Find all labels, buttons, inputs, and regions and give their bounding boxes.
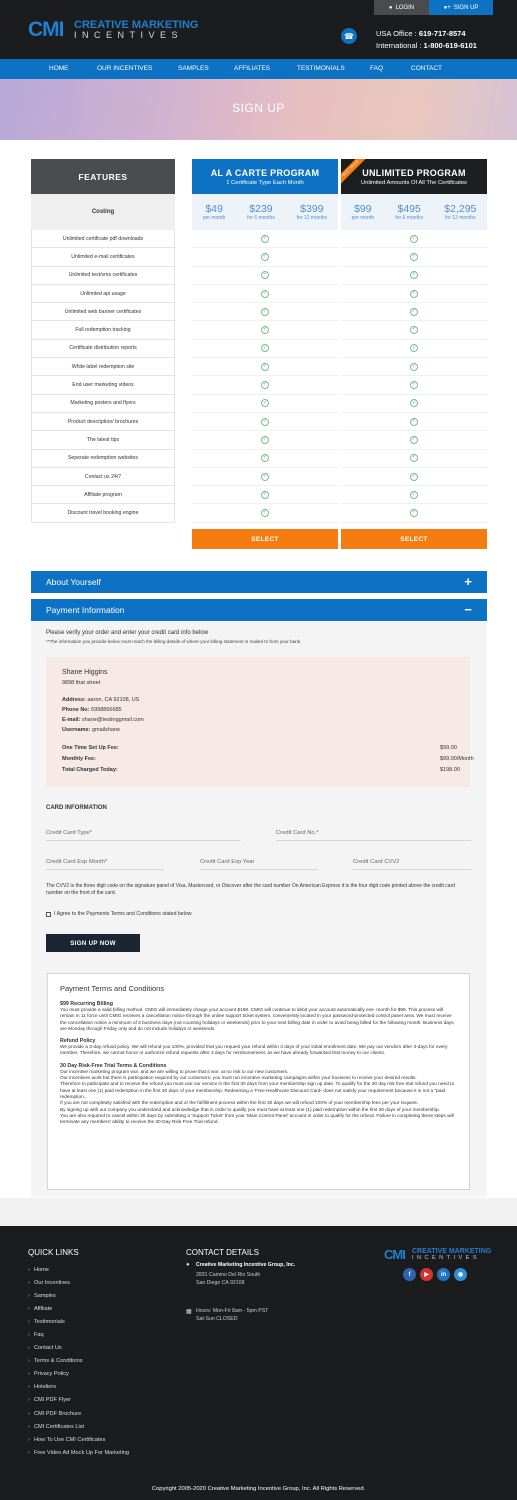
exp-year-select[interactable]: Credit Card Exp Year bbox=[200, 859, 318, 870]
plan-subtitle: Unlimited Amounts Of All The Certificates bbox=[361, 180, 467, 186]
check-row bbox=[192, 285, 338, 303]
check-circle-icon: ✓ bbox=[411, 234, 417, 241]
terms-paragraph: Therefore to participate and to receive the refund you must use our service in the first 30 days from your membership sign up date. To qualify for the 30 day risk free trial refund you need to have at least one (1) paid redemption in the first 30 days of your membership. Redeeming a 'Free Healthcare Discount Card- does not satisfy your requirement because it is not a "paid redemption... bbox=[60, 1082, 455, 1100]
terms-paragraph: Our incentive marketing program wor. and we are willing to prove that it wor. at no risk to our new customers. bbox=[60, 1069, 289, 1075]
check-circle-icon: ✓ bbox=[262, 308, 268, 315]
login-button[interactable] bbox=[374, 0, 429, 15]
check-circle-icon: ✓ bbox=[411, 472, 417, 479]
check-row bbox=[341, 230, 487, 248]
feature-row: Affiliate program bbox=[31, 486, 175, 504]
quick-link[interactable] bbox=[28, 1394, 129, 1407]
feature-row: The latest tips bbox=[31, 431, 175, 449]
terms-box[interactable] bbox=[47, 973, 470, 1190]
price-option bbox=[203, 203, 226, 221]
price-value: $2,295 bbox=[444, 203, 477, 215]
check-circle-icon: ✓ bbox=[262, 234, 268, 241]
cvv-input[interactable]: Credit Card CVV2 bbox=[353, 859, 471, 870]
quick-link-label: Privacy Policy bbox=[34, 1371, 69, 1378]
price-value: $495 bbox=[397, 203, 421, 215]
footer-gap bbox=[0, 1198, 517, 1226]
quick-link[interactable] bbox=[28, 1289, 129, 1302]
feature-row: Discount travel booking engine bbox=[31, 504, 175, 522]
hours-line-1: Hours: Mon-Fri 8am - 5pm PST bbox=[196, 1308, 269, 1314]
chevron-right-icon: › bbox=[28, 1292, 30, 1299]
check-row bbox=[341, 303, 487, 321]
usa-label: USA Office : bbox=[376, 29, 417, 38]
chevron-right-icon: › bbox=[28, 1423, 30, 1430]
plan-header bbox=[192, 159, 338, 194]
plan-checks bbox=[192, 230, 338, 523]
price-option bbox=[297, 203, 328, 221]
features-column bbox=[31, 159, 175, 523]
check-row bbox=[341, 358, 487, 376]
address-value: aaron, CA 92108, US bbox=[87, 697, 140, 703]
check-circle-icon: ✓ bbox=[411, 399, 417, 406]
quick-link[interactable] bbox=[28, 1302, 129, 1315]
company-address bbox=[196, 1272, 260, 1287]
quick-link[interactable] bbox=[28, 1407, 129, 1420]
check-row bbox=[192, 486, 338, 504]
feature-row: Full redemption tracking bbox=[31, 321, 175, 339]
check-row bbox=[341, 395, 487, 413]
footer-logo[interactable] bbox=[384, 1248, 490, 1262]
accordion-title: About Yourself bbox=[46, 577, 101, 587]
quick-link-label: Testimonials bbox=[34, 1318, 65, 1325]
quick-link-label: Samples bbox=[34, 1292, 56, 1299]
sign-up-now-button[interactable]: SIGN UP NOW bbox=[46, 934, 140, 952]
total-label: Total Charged Today: bbox=[62, 767, 118, 773]
intl-phone[interactable]: 1-800-619-6101 bbox=[423, 41, 477, 50]
feature-row: Unlimited text/sms certificates bbox=[31, 267, 175, 285]
price-unit: for 6 months bbox=[247, 215, 275, 221]
copyright: Copyright 2005-2020 Creative Marketing Incentive Group, Inc. All Rights Reserved. bbox=[0, 1478, 517, 1500]
email-value: shane@testinggmail.com bbox=[81, 717, 144, 723]
site-logo[interactable] bbox=[28, 19, 228, 41]
feature-row: Unlimited api usage bbox=[31, 285, 175, 303]
price-value: $49 bbox=[205, 203, 223, 215]
signup-label: SIGN UP bbox=[453, 4, 479, 11]
agree-terms[interactable] bbox=[46, 911, 191, 917]
check-circle-icon: ✓ bbox=[262, 344, 268, 351]
feature-row: End user marketing videos bbox=[31, 376, 175, 394]
check-circle-icon: ✓ bbox=[262, 472, 268, 479]
check-row bbox=[341, 321, 487, 339]
terms-title: Payment Terms and Conditions bbox=[60, 984, 165, 993]
plan-name: UNLIMITED PROGRAM bbox=[362, 168, 466, 178]
accordion-title: Payment Information bbox=[46, 605, 125, 615]
chevron-right-icon: › bbox=[28, 1397, 30, 1404]
chevron-right-icon: › bbox=[28, 1436, 30, 1443]
user-plus-icon: ●+ bbox=[443, 4, 451, 11]
youtube-icon[interactable]: ▶ bbox=[420, 1268, 433, 1281]
setup-fee-label: One Time Set Up Fee: bbox=[62, 745, 119, 751]
map-pin-icon: ● bbox=[186, 1262, 190, 1268]
check-row bbox=[192, 395, 338, 413]
check-row bbox=[341, 267, 487, 285]
username-value: gmailshane bbox=[91, 727, 121, 733]
plan-checks bbox=[341, 230, 487, 523]
hours-line-2: Sat-Sun CLOSED bbox=[196, 1315, 238, 1322]
address-label: Address: bbox=[62, 697, 86, 703]
feature-row: Unlimited e-mail certificates bbox=[31, 248, 175, 266]
plus-icon[interactable]: + bbox=[464, 574, 472, 589]
phone-icon: ☎ bbox=[341, 28, 357, 44]
quick-links-list bbox=[28, 1263, 129, 1459]
address-line-1: 2831 Camino Del Rio South bbox=[196, 1272, 261, 1278]
chevron-right-icon: › bbox=[28, 1332, 30, 1339]
check-row bbox=[341, 450, 487, 468]
contact-details-title: CONTACT DETAILS bbox=[186, 1248, 259, 1257]
nav-affiliates[interactable]: AFFILIATES bbox=[234, 65, 270, 72]
check-row bbox=[192, 230, 338, 248]
price-value: $99 bbox=[354, 203, 372, 215]
price-unit: per month bbox=[351, 215, 375, 221]
check-row bbox=[341, 285, 487, 303]
chevron-right-icon: › bbox=[28, 1305, 30, 1312]
feature-row: Contact us 24/7 bbox=[31, 468, 175, 486]
quick-link[interactable] bbox=[28, 1381, 129, 1394]
check-row bbox=[341, 340, 487, 358]
check-row bbox=[192, 340, 338, 358]
address-line bbox=[62, 697, 139, 703]
quick-link[interactable] bbox=[28, 1276, 129, 1289]
price-unit: for 12 months bbox=[445, 215, 476, 221]
price-unit: per month bbox=[202, 215, 226, 221]
feature-row: Certificate distribution reports bbox=[31, 340, 175, 358]
total-value: $198.00 bbox=[440, 767, 460, 773]
agree-label: I Agree to the Payments Terms and Conditions stated below bbox=[54, 911, 192, 917]
customer-street: 9898 that street bbox=[62, 680, 101, 686]
terms-section-title: $99 Recurring Billing bbox=[60, 1001, 113, 1007]
plan-prices bbox=[192, 194, 338, 230]
quick-link-label: CMI PDF Flyer bbox=[34, 1397, 71, 1404]
quick-link[interactable] bbox=[28, 1342, 129, 1355]
check-circle-icon: ✓ bbox=[411, 509, 417, 516]
quick-link-label: Home bbox=[34, 1266, 49, 1273]
check-circle-icon: ✓ bbox=[262, 362, 268, 369]
calendar-icon: ▦ bbox=[186, 1309, 192, 1315]
check-circle-icon: ✓ bbox=[411, 308, 417, 315]
payment-note: **The information you provide below must match the billing details of where your billing statement is mailed to from your bank. bbox=[46, 639, 302, 644]
quick-link-label: Our Incentives bbox=[34, 1279, 71, 1286]
check-circle-icon: ✓ bbox=[411, 362, 417, 369]
check-circle-icon: ✓ bbox=[262, 381, 268, 388]
check-circle-icon: ✓ bbox=[262, 509, 268, 516]
facebook-icon[interactable]: f bbox=[403, 1268, 416, 1281]
chevron-right-icon: › bbox=[28, 1266, 30, 1273]
logo-line2: INCENTIVES bbox=[74, 30, 184, 40]
check-row bbox=[192, 321, 338, 339]
quick-link-label: How To Use CMI Certificates bbox=[34, 1436, 106, 1443]
feature-row: Unlimited certificate pdf downloads bbox=[31, 230, 175, 248]
plan-alacarte bbox=[192, 159, 338, 523]
check-row bbox=[192, 358, 338, 376]
setup-fee-value: $99.00 bbox=[440, 745, 457, 751]
card-number-input[interactable]: Credit Card No.* bbox=[276, 830, 471, 841]
quick-link[interactable] bbox=[28, 1263, 129, 1276]
check-row bbox=[341, 468, 487, 486]
check-circle-icon: ✓ bbox=[262, 253, 268, 260]
select-unlimited-button[interactable]: SELECT bbox=[341, 529, 487, 549]
quick-link[interactable] bbox=[28, 1446, 129, 1459]
plan-unlimited bbox=[341, 159, 487, 523]
check-circle-icon: ✓ bbox=[411, 326, 417, 333]
check-circle-icon: ✓ bbox=[411, 436, 417, 443]
user-icon: ● bbox=[388, 4, 393, 11]
terms-section-title: 30 Day Risk-Free Trial Terms & Conditions bbox=[60, 1062, 167, 1069]
about-yourself-accordion[interactable] bbox=[31, 571, 487, 593]
login-label: LOGIN bbox=[395, 4, 415, 11]
features-header: FEATURES bbox=[31, 159, 175, 194]
nav-our-incentives[interactable]: OUR INCENTIVES bbox=[97, 65, 153, 72]
footer-logo-mark: CMI bbox=[384, 1247, 405, 1262]
top-header bbox=[0, 0, 517, 59]
best-value-ribbon: BEST VALUE bbox=[341, 159, 368, 185]
order-summary bbox=[46, 657, 474, 787]
quick-link[interactable] bbox=[28, 1420, 129, 1433]
agree-checkbox[interactable] bbox=[46, 912, 51, 917]
chevron-right-icon: › bbox=[28, 1358, 30, 1365]
check-row bbox=[192, 413, 338, 431]
costing-label: Costing bbox=[31, 194, 175, 230]
chevron-right-icon: › bbox=[28, 1410, 30, 1417]
check-row bbox=[341, 431, 487, 449]
feature-row: Seperate redemption websites bbox=[31, 450, 175, 468]
account-tabs bbox=[374, 0, 493, 15]
card-info-heading: CARD INFORMATION bbox=[46, 805, 107, 811]
chevron-right-icon: › bbox=[28, 1371, 30, 1378]
exp-month-select[interactable]: Credit Card Exp Month* bbox=[46, 859, 164, 870]
nav-testimonials[interactable]: TESTIMONIALS bbox=[297, 65, 345, 72]
terms-paragraph: We provide a 3-day refund policy. We will refund you 100%, provided that you request your refund within 3 days of your initial enrollment date. We pay our vendors after 3-days for every member. Therefore, we cannot honor or authorize refund requests after 3 days for reimbursement, as we have already forwarded that money to our clients. bbox=[60, 1045, 448, 1057]
chevron-right-icon: › bbox=[28, 1384, 30, 1391]
check-row bbox=[192, 431, 338, 449]
phone-value: 6998866685 bbox=[91, 707, 122, 713]
chevron-right-icon: › bbox=[28, 1449, 30, 1456]
check-row bbox=[341, 504, 487, 522]
price-unit: for 12 months bbox=[296, 215, 328, 221]
payment-intro: Please verify your order and enter your credit card info below bbox=[46, 630, 209, 636]
header-contact bbox=[376, 28, 477, 52]
hero-banner bbox=[0, 79, 517, 140]
quick-link-label: Faq bbox=[34, 1332, 44, 1339]
monthly-fee-label: Monthly Fee: bbox=[62, 756, 96, 762]
quick-link[interactable] bbox=[28, 1433, 129, 1446]
instagram-icon[interactable]: ◉ bbox=[454, 1268, 467, 1281]
quick-link-label: Terms & Conditions bbox=[34, 1358, 83, 1365]
quick-link-label: Contact Us bbox=[34, 1345, 62, 1352]
nav-contact[interactable]: CONTACT bbox=[411, 65, 442, 72]
quick-link-label: Affiliate bbox=[34, 1305, 53, 1312]
price-unit: for 6 months bbox=[395, 215, 424, 221]
check-circle-icon: ✓ bbox=[262, 326, 268, 333]
plan-name: AL A CARTE PROGRAM bbox=[210, 168, 320, 178]
terms-paragraph: Our incentives work but there is participation required by our customers; you must run incentive marketing campaigns within your business to receive your desired results. bbox=[60, 1076, 417, 1082]
phone-line bbox=[62, 707, 122, 713]
check-row bbox=[192, 248, 338, 266]
intl-label: International : bbox=[376, 41, 422, 50]
signup-button[interactable] bbox=[429, 0, 493, 15]
terms-paragraph: If you are not completely satisfied with the redemption and or the fulfillment process within the first 30 days we will refund 100% of your membership fees per your request. bbox=[60, 1101, 419, 1107]
quick-links-title: QUICK LINKS bbox=[28, 1248, 79, 1257]
price-option bbox=[247, 203, 275, 221]
check-row bbox=[192, 267, 338, 285]
check-row bbox=[192, 376, 338, 394]
plan-prices bbox=[341, 194, 487, 230]
chevron-right-icon: › bbox=[28, 1318, 30, 1325]
footer-logo-line2: INCENTIVES bbox=[412, 1255, 481, 1261]
nav-home[interactable]: HOME bbox=[49, 65, 69, 72]
page-title: SIGN UP bbox=[232, 101, 285, 115]
terms-section-title: Refund Policy bbox=[60, 1038, 96, 1045]
check-circle-icon: ✓ bbox=[262, 491, 268, 498]
select-alacarte-button[interactable]: SELECT bbox=[192, 529, 338, 549]
monthly-fee-value: $99.00/Month bbox=[440, 756, 474, 762]
check-circle-icon: ✓ bbox=[411, 289, 417, 296]
check-circle-icon: ✓ bbox=[411, 491, 417, 498]
check-circle-icon: ✓ bbox=[411, 253, 417, 260]
cvv-note: The CVV2 is the three digit code on the signature panel of Visa, Mastercard, or Discover after the card number On American Express it is the four digit code printed above the credit card number on the front of the card. bbox=[46, 883, 456, 896]
quick-link-label: Free Video Ad Mock Up For Marketing bbox=[34, 1449, 130, 1456]
price-option bbox=[395, 203, 423, 221]
main-nav bbox=[0, 59, 517, 79]
usa-phone[interactable]: 619-717-8574 bbox=[418, 29, 466, 38]
check-circle-icon: ✓ bbox=[262, 271, 268, 278]
quick-link-label: Hoteliers bbox=[34, 1384, 57, 1391]
terms-paragraph: You must provide a valid billing method. CMIG will immediately charge your account $198. CMIG will continue to debit your account automatically eve. month for $99. This process will remain in 11 force until CMIG receives a cancellation notice through the online support ticket system, conveniently located in your password-protected control panel area. We must receive the cancellation notice a minimum of 3 business days (not counting holidays or weekends) prior to your next billing date in order to avoid being billed for the following month. Business days are Monday through Friday only and do not include holidays or weekends. bbox=[60, 1008, 454, 1032]
plan-header bbox=[341, 159, 487, 194]
chevron-right-icon: › bbox=[28, 1345, 30, 1352]
price-option bbox=[352, 203, 375, 221]
logo-mark: CMI bbox=[28, 18, 64, 41]
check-row bbox=[192, 450, 338, 468]
check-row bbox=[341, 486, 487, 504]
quick-link[interactable] bbox=[28, 1328, 129, 1341]
quick-link[interactable] bbox=[28, 1368, 129, 1381]
nav-faq[interactable]: FAQ bbox=[370, 65, 384, 72]
check-circle-icon: ✓ bbox=[262, 289, 268, 296]
plan-subtitle: 1 Certificate Type Each Month bbox=[226, 180, 304, 186]
quick-link-label: CMI Certificates List bbox=[34, 1423, 85, 1430]
check-row bbox=[341, 248, 487, 266]
card-type-select[interactable]: Credit Card Type* bbox=[46, 830, 241, 841]
terms-paragraph: You are also required to cancel within 30 days by submitting a 'Support Ticket' from your 'Main Control Panel' account in order to qualify for the refund. Failure in completing these steps will terminate any members' ability to receive the 30-Day Risk Free Trial refund. bbox=[60, 1113, 454, 1126]
email-line bbox=[62, 717, 144, 723]
check-circle-icon: ✓ bbox=[262, 417, 268, 424]
check-row bbox=[192, 303, 338, 321]
quick-link[interactable] bbox=[28, 1315, 129, 1328]
business-hours bbox=[196, 1308, 268, 1323]
quick-link-label: CMI PDF Brochure bbox=[34, 1410, 82, 1417]
check-circle-icon: ✓ bbox=[411, 381, 417, 388]
address-line-2: San Diego CA 92108 bbox=[196, 1279, 245, 1286]
linkedin-icon[interactable]: in bbox=[437, 1268, 450, 1281]
quick-link[interactable] bbox=[28, 1355, 129, 1368]
nav-samples[interactable]: SAMPLES bbox=[178, 65, 209, 72]
feature-row: Marketing posters and flyers bbox=[31, 395, 175, 413]
price-value: $399 bbox=[300, 203, 324, 215]
check-row bbox=[341, 376, 487, 394]
check-circle-icon: ✓ bbox=[411, 454, 417, 461]
logo-line1: CREATIVE MARKETING bbox=[74, 19, 199, 31]
check-circle-icon: ✓ bbox=[262, 436, 268, 443]
customer-name: Shane Higgins bbox=[62, 669, 108, 676]
feature-row: White label redemption site bbox=[31, 358, 175, 376]
check-circle-icon: ✓ bbox=[411, 417, 417, 424]
check-row bbox=[192, 468, 338, 486]
feature-row: Unlimited web banner certificates bbox=[31, 303, 175, 321]
email-label: E-mail: bbox=[62, 717, 81, 723]
username-label: Username: bbox=[62, 727, 91, 733]
check-circle-icon: ✓ bbox=[262, 454, 268, 461]
check-circle-icon: ✓ bbox=[262, 399, 268, 406]
feature-row: Product description/ brochures bbox=[31, 413, 175, 431]
check-row bbox=[192, 504, 338, 522]
minus-icon[interactable]: − bbox=[464, 602, 472, 617]
check-circle-icon: ✓ bbox=[411, 271, 417, 278]
footer-logo-line1: CREATIVE MARKETING bbox=[412, 1248, 492, 1255]
check-circle-icon: ✓ bbox=[411, 344, 417, 351]
phone-label: Phone No: bbox=[62, 707, 90, 713]
payment-information-accordion[interactable] bbox=[31, 599, 487, 621]
check-row bbox=[341, 413, 487, 431]
price-value: $239 bbox=[249, 203, 273, 215]
price-option bbox=[444, 203, 476, 221]
terms-paragraph: By signing up with our company you understand and acknowledge that in order to qualify you must have at least one (1) paid redemption within the first 30 days of your membership. bbox=[60, 1107, 440, 1113]
username-line bbox=[62, 727, 120, 733]
company-name: Creative Marketing Incentive Group, Inc. bbox=[196, 1262, 296, 1268]
chevron-right-icon: › bbox=[28, 1279, 30, 1286]
